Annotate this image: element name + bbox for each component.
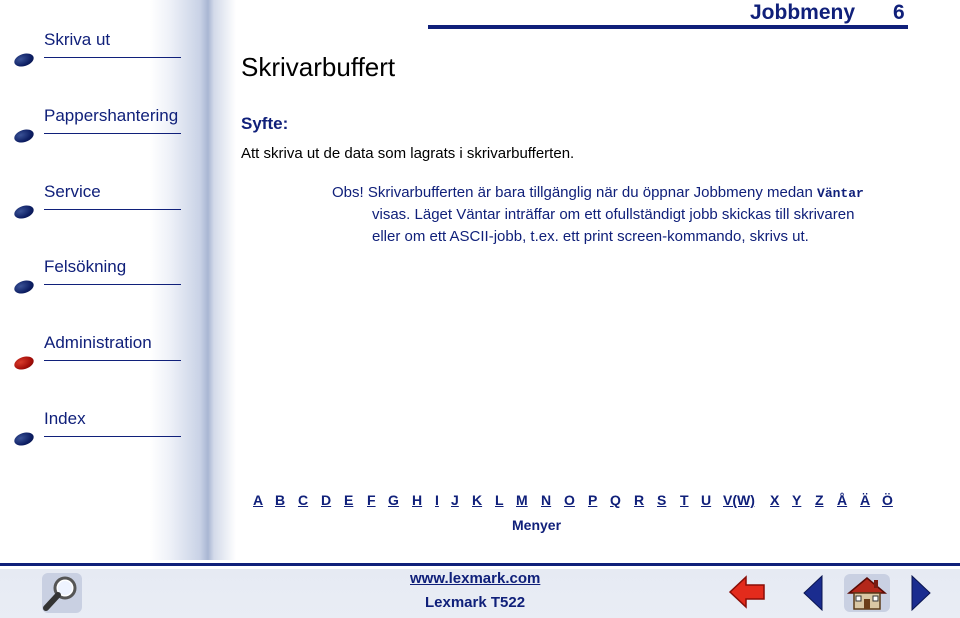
oval-bullet-icon [13,278,36,296]
next-triangle-icon[interactable] [910,575,932,611]
oval-bullet-active-icon [13,354,36,372]
index-letter-link[interactable]: Ä [860,492,871,508]
note-line-3: eller om ett ASCII-jobb, t.ex. ett print screen-kommando, skrivs ut. [372,228,809,245]
note-label: Obs! [332,184,364,201]
oval-bullet-icon [13,127,36,145]
sidebar-item-print[interactable] [14,30,186,70]
index-letter-link[interactable]: J [451,492,459,508]
status-code: Väntar [817,186,864,201]
home-icon[interactable] [843,573,891,613]
index-letter-link[interactable]: K [472,492,483,508]
index-letter-link[interactable]: Ö [882,492,893,508]
index-letter-link[interactable]: Y [792,492,802,508]
oval-bullet-icon [13,430,36,448]
sidebar-item-paper-handling[interactable] [14,106,186,146]
index-letter-link[interactable]: P [588,492,598,508]
index-letter-link[interactable]: A [253,492,264,508]
header-rule [428,25,908,29]
index-letter-link[interactable]: Q [610,492,621,508]
index-letter-link[interactable]: S [657,492,667,508]
sidebar-item-label: Service [44,182,101,201]
note-line-2: visas. Läget Väntar inträffar om ett ofullständigt jobb skickas till skrivaren [372,206,855,223]
index-letter-link[interactable]: C [298,492,309,508]
product-name: Lexmark T522 [425,594,526,611]
magnifier-icon[interactable] [40,572,84,614]
index-letter-link[interactable]: N [541,492,552,508]
note-text: Skrivarbufferten är bara tillgänglig när du öppnar Jobbmeny medan [367,184,813,201]
oval-bullet-icon [13,51,36,69]
alphabet-index [253,492,903,512]
index-letter-link[interactable]: O [564,492,575,508]
sidebar-item-label: Skriva ut [44,30,111,49]
menus-link[interactable]: Menyer [512,517,562,533]
sidebar-item-service[interactable] [14,182,186,222]
index-letter-link[interactable]: E [344,492,354,508]
back-arrow-icon[interactable] [728,575,766,609]
sidebar-item-label: Index [44,409,86,428]
index-letter-link[interactable]: I [435,492,439,508]
sidebar-item-label: Administration [44,333,152,352]
index-letter-link[interactable]: R [634,492,645,508]
divider [44,209,181,210]
section-title: Jobbmeny [750,1,856,24]
index-letter-link[interactable]: H [412,492,423,508]
divider [44,284,181,285]
index-letter-link[interactable]: L [495,492,504,508]
sidebar-item-troubleshooting[interactable] [14,257,186,297]
note-line-1 [332,182,864,205]
page-number: 6 [893,1,905,24]
index-letter-link[interactable]: V(W) [723,492,755,508]
divider [44,360,181,361]
index-letter-link[interactable]: X [770,492,780,508]
index-letter-link[interactable]: B [275,492,286,508]
sidebar-item-index[interactable] [14,409,186,449]
divider [44,57,181,58]
index-letter-link[interactable]: U [701,492,712,508]
purpose-text: Att skriva ut de data som lagrats i skrivarbufferten. [241,145,575,162]
sidebar-item-administration[interactable] [14,333,186,373]
oval-bullet-icon [13,203,36,221]
index-letter-link[interactable]: Å [837,492,848,508]
index-letter-link[interactable]: G [388,492,399,508]
index-letter-link[interactable]: Z [815,492,824,508]
divider [44,436,181,437]
page-title: Skrivarbuffert [241,52,396,82]
sidebar-item-label: Pappershantering [44,106,179,125]
purpose-heading: Syfte: [241,114,289,133]
sidebar [0,0,240,560]
index-letter-link[interactable]: F [367,492,376,508]
divider [44,133,181,134]
sidebar-item-label: Felsökning [44,257,127,276]
website-link[interactable]: www.lexmark.com [410,570,541,587]
index-letter-link[interactable]: T [680,492,689,508]
index-letter-link[interactable]: M [516,492,528,508]
index-letter-link[interactable]: D [321,492,332,508]
previous-triangle-icon[interactable] [802,575,824,611]
